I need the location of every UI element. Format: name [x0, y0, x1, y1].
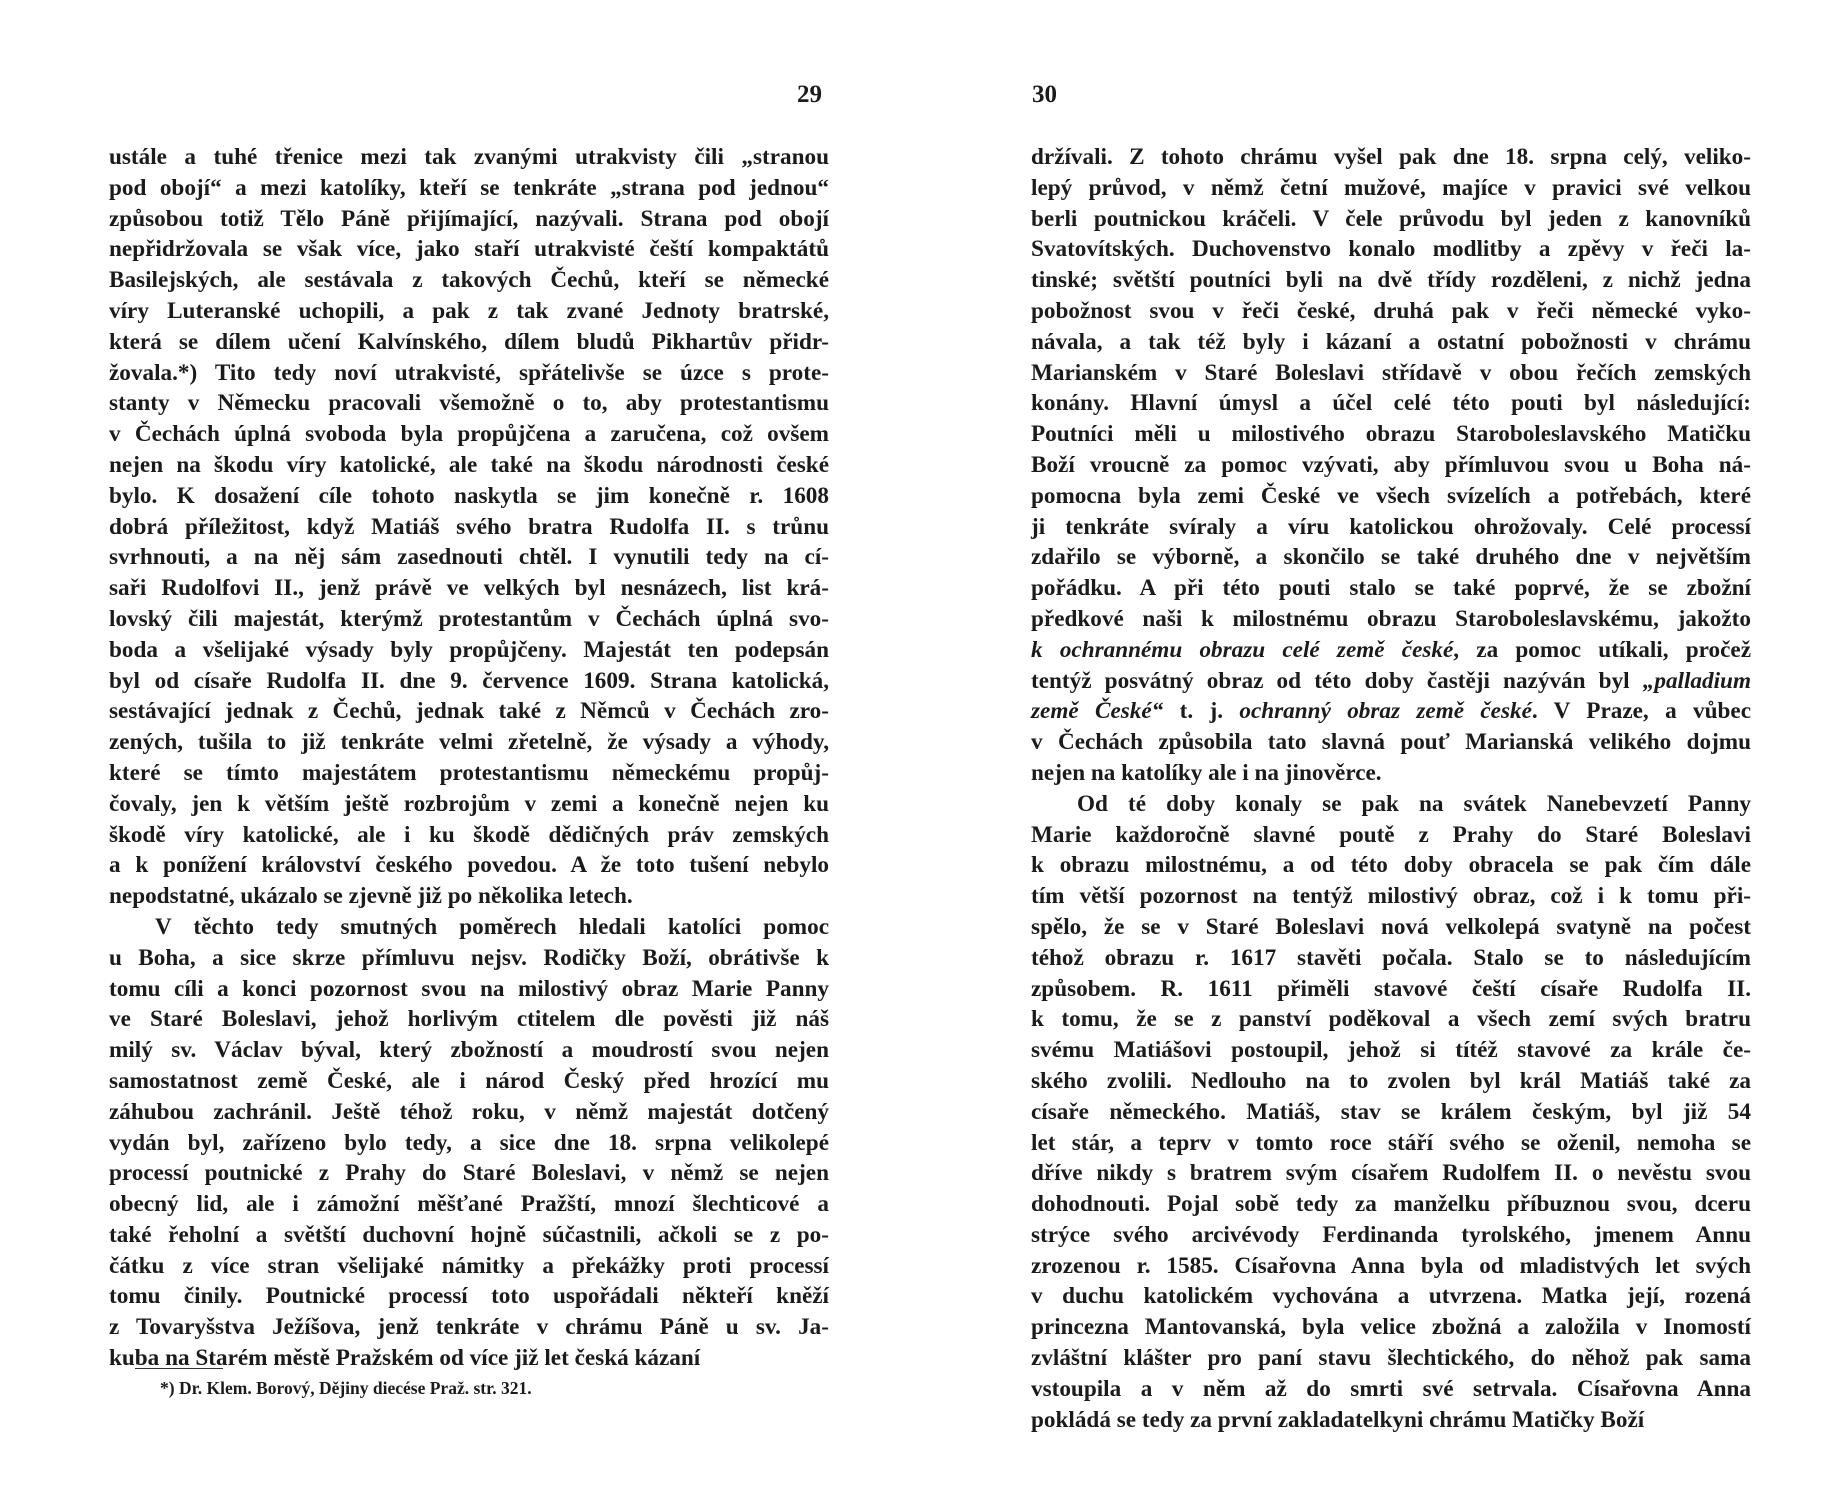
- text-line: zených, tušila to již tenkráte velmi zřetelně, že výsady a výhody,: [109, 729, 829, 756]
- text-line: saři Rudolfovi II., jenž právě ve velkých byl nesnázech, list krá-: [109, 575, 829, 602]
- text-line: k obrazu milostnému, a od této doby obracela se pak čím dále: [1031, 852, 1751, 879]
- text-line: zvláštní klášter pro paní stavu šlechtického, do něhož pak sama: [1031, 1345, 1751, 1372]
- text-line: k tomu, že se z panství poděkoval a všech zemí svých bratru: [1031, 1006, 1751, 1033]
- text-line: bylo. K dosažení cíle tohoto naskytla se jim konečně r. 1608: [109, 482, 829, 509]
- text-line: tomu cíli a konci pozornost svou na milostivý obraz Marie Panny: [109, 975, 829, 1002]
- text-line: také řeholní a světští duchovní hojně súčastnili, ačkoli se z po-: [109, 1221, 829, 1248]
- text-line: princezna Mantovanská, byla velice zbožná a založila v Inomostí: [1031, 1314, 1751, 1341]
- text-line: u Boha, a sice skrze přímluvu nejsv. Rodičky Boží, obrátivše k: [109, 944, 829, 971]
- text-line: zdařilo se výborně, a skončilo se také druhého dne v největším: [1031, 544, 1751, 571]
- text-line: boda a všelijaké výsady byly propůjčeny. Majestát ten podepsán: [109, 636, 829, 663]
- text-line: čovaly, jen k větším ještě rozbrojům v zemi a konečně nejen ku: [109, 790, 829, 817]
- text-line: předkové naši k milostnému obrazu Staroboleslavskému, jakožto: [1031, 605, 1751, 632]
- text-line: milý sv. Václav býval, který zbožností a moudrostí svou nejen: [109, 1037, 829, 1064]
- text-line: návala, a tak též byly i kázaní a ostatní pobožnosti v chrámu: [1031, 328, 1751, 355]
- text-line: dobrá příležitost, když Matiáš svého bratra Rudolfa II. s trůnu: [109, 513, 829, 540]
- text-line: ji tenkráte svíraly a víru katolickou ohrožovaly. Celé processí: [1031, 513, 1751, 540]
- text-line: konány. Hlavní úmysl a účel celé této pouti byl následující:: [1031, 390, 1751, 417]
- text-line: téhož obrazu r. 1617 stavěti počala. Stalo se to následujícím: [1031, 944, 1751, 971]
- text-line: Boží vroucně za pomoc vzývati, aby přímluvou svou u Boha ná-: [1031, 451, 1751, 478]
- text-line: ského zvolili. Nedlouho na to zvolen byl král Matiáš také za: [1031, 1067, 1751, 1094]
- text-line: čátku z více stran všelijaké námitky a překážky proti processí: [109, 1252, 829, 1279]
- text-line: samostatnost země České, ale i národ Český před hrozící mu: [109, 1067, 829, 1094]
- text-line: V těchto tedy smutných poměrech hledali katolíci pomoc: [155, 913, 829, 940]
- text-line: škodě víry katolické, ale i ku škodě dědičných práv zemských: [109, 821, 829, 848]
- text-line: Marie každoročně slavné poutě z Prahy do Staré Boleslavi: [1031, 821, 1751, 848]
- text-line: k ochrannému obrazu celé země české, za pomoc utíkali, pročež: [1031, 636, 1751, 663]
- text-line: které se tímto majestátem protestantismu německému propůj-: [109, 759, 829, 786]
- text-line: záhubou zachránil. Ještě téhož roku, v němž majestát dotčený: [109, 1098, 829, 1125]
- text-line: tomu činily. Poutnické processí toto uspořádali někteří kněží: [109, 1283, 829, 1310]
- text-line: let stár, a teprv v tomto roce stáří svého se oženil, nemoha se: [1031, 1129, 1751, 1156]
- text-line: tinské; světští poutníci byli na dvě třídy rozděleni, z nichž jedna: [1031, 267, 1751, 294]
- text-line: pod obojí“ a mezi katolíky, kteří se tenkráte „strana pod jednou“: [109, 174, 829, 201]
- text-line: svrhnouti, a na něj sám zasednouti chtěl. I vynutili tedy na cí-: [109, 544, 829, 571]
- text-line: způsobou totiž Tělo Páně přijímající, nazývali. Strana pod obojí: [109, 205, 829, 232]
- text-line: Od té doby konaly se pak na svátek Nanebevzetí Panny: [1077, 790, 1751, 817]
- text-line: země České“ t. j. ochranný obraz země české. V Praze, a vůbec: [1031, 698, 1752, 725]
- text-line: žovala.*) Tito tedy noví utrakvisté, spřátelivše se úzce s prote-: [109, 359, 829, 386]
- text-line: obecný lid, ale i zámožní měšťané Pražští, mnozí šlechticové a: [109, 1191, 829, 1218]
- text-line: nepodstatné, ukázalo se zjevně již po několika letech.: [109, 883, 633, 910]
- text-line: byl od císaře Rudolfa II. dne 9. července 1609. Strana katolická,: [109, 667, 829, 694]
- text-line: ustále a tuhé třenice mezi tak zvanými utrakvisty čili „stranou: [109, 144, 829, 170]
- text-line: nejen na katolíky ale i na jinověrce.: [1031, 759, 1382, 786]
- page-number: 29: [797, 81, 822, 108]
- text-line: tentýž posvátný obraz od této doby častěji nazýván byl „palladium: [1031, 667, 1751, 694]
- text-line: stanty v Německu pracovali všemožně o to, aby protestantismu: [109, 390, 829, 417]
- text-line: z Tovaryšstva Ježíšova, jenž tenkráte v chrámu Páně u sv. Ja-: [109, 1314, 829, 1341]
- text-line: způsobem. R. 1611 přiměli stavové čeští císaře Rudolfa II.: [1031, 975, 1751, 1002]
- text-line: dohodnouti. Pojal sobě tedy za manželku příbuznou svou, dceru: [1031, 1191, 1751, 1218]
- page-number: 30: [1032, 81, 1057, 108]
- text-line: vstoupila a v něm až do smrti své setrvala. Císařovna Anna: [1031, 1375, 1751, 1402]
- text-line: berli poutnickou kráčeli. V čele průvodu byl jeden z kanovníků: [1031, 205, 1751, 232]
- text-line: tím větší pozornost na tentýž milostivý obraz, což i k tomu při-: [1031, 883, 1751, 910]
- text-line: v Čechách způsobila tato slavná pouť Marianská velikého dojmu: [1031, 729, 1751, 756]
- text-line: v duchu katolickém vychována a utvrzena. Matka její, rozená: [1031, 1283, 1751, 1310]
- text-line: držívali. Z tohoto chrámu vyšel pak dne 18. srpna celý, veliko-: [1031, 144, 1751, 170]
- text-line: která se dílem učení Kalvínského, dílem bludů Pikhartův přidr-: [109, 328, 829, 355]
- text-line: sestávající jednak z Čechů, jednak také z Němců v Čechách zro-: [109, 698, 829, 725]
- text-line: a k ponížení království českého povedou. A že toto tušení nebylo: [109, 852, 829, 879]
- right-page: [921, 0, 1842, 1500]
- text-line: pomocna byla zemi České ve všech svízelích a potřebách, které: [1031, 482, 1751, 509]
- text-line: Poutníci měli u milostivého obrazu Staroboleslavského Matičku: [1031, 421, 1751, 448]
- text-line: pokládá se tedy za první zakladatelkyni chrámu Matičky Boží: [1031, 1406, 1645, 1433]
- footnote-divider: [135, 1368, 223, 1369]
- text-line: lepý průvod, v němž četní mužové, majíce v pravici své velkou: [1031, 174, 1751, 201]
- text-line: kuba na Starém městě Pražském od více již let česká kázaní: [109, 1345, 701, 1372]
- text-line: spělo, že se v Staré Boleslavi nová velkolepá svatyně na počest: [1031, 913, 1751, 940]
- text-line: víry Luteranské uchopili, a pak z tak zvané Jednoty bratrské,: [109, 297, 829, 324]
- text-line: císaře německého. Matiáš, stav se králem českým, byl již 54: [1031, 1098, 1751, 1125]
- footnote: *) Dr. Klem. Borový, Dějiny diecése Praž. str. 321.: [160, 1378, 532, 1398]
- page-body-text: [1031, 142, 1751, 1435]
- text-line: v Čechách úplná svoboda byla propůjčena a zaručena, což ovšem: [109, 421, 829, 448]
- text-line: pobožnost svou v řeči české, druhá pak v řeči německé vyko-: [1031, 297, 1751, 324]
- text-line: ve Staré Boleslavi, jehož horlivým ctitelem dle pověsti již náš: [109, 1006, 829, 1033]
- text-line: zrozenou r. 1585. Císařovna Anna byla od mladistvých let svých: [1031, 1252, 1751, 1279]
- text-line: nejen na škodu víry katolické, ale také na škodu národnosti české: [109, 451, 829, 478]
- text-line: vydán byl, zařízeno bylo tedy, a sice dne 18. srpna velikolepé: [109, 1129, 829, 1156]
- text-line: Marianském v Staré Boleslavi střídavě v obou řečích zemských: [1031, 359, 1751, 386]
- page-body-text: [109, 142, 829, 1374]
- text-line: Basilejských, ale sestávala z takových Čechů, kteří se německé: [109, 267, 829, 294]
- text-line: processí poutnické z Prahy do Staré Boleslavi, v němž se nejen: [109, 1160, 829, 1187]
- text-line: lovský čili majestát, kterýmž protestantům v Čechách úplná svo-: [109, 605, 829, 632]
- text-line: dříve nikdy s bratrem svým císařem Rudolfem II. o nevěstu svou: [1031, 1160, 1751, 1187]
- text-line: nepřidržovala se však více, jako staří utrakvisté čeští kompaktátů: [109, 236, 829, 263]
- text-line: strýce svého arcivévody Ferdinanda tyrolského, jmenem Annu: [1031, 1221, 1751, 1248]
- text-line: svému Matiášovi postoupil, jehož si títéž stavové za krále če-: [1031, 1037, 1751, 1064]
- text-line: pořádku. A při této pouti stalo se také poprvé, že se zbožní: [1031, 575, 1751, 602]
- text-line: Svatovítských. Duchovenstvo konalo modlitby a zpěvy v řeči la-: [1031, 236, 1751, 263]
